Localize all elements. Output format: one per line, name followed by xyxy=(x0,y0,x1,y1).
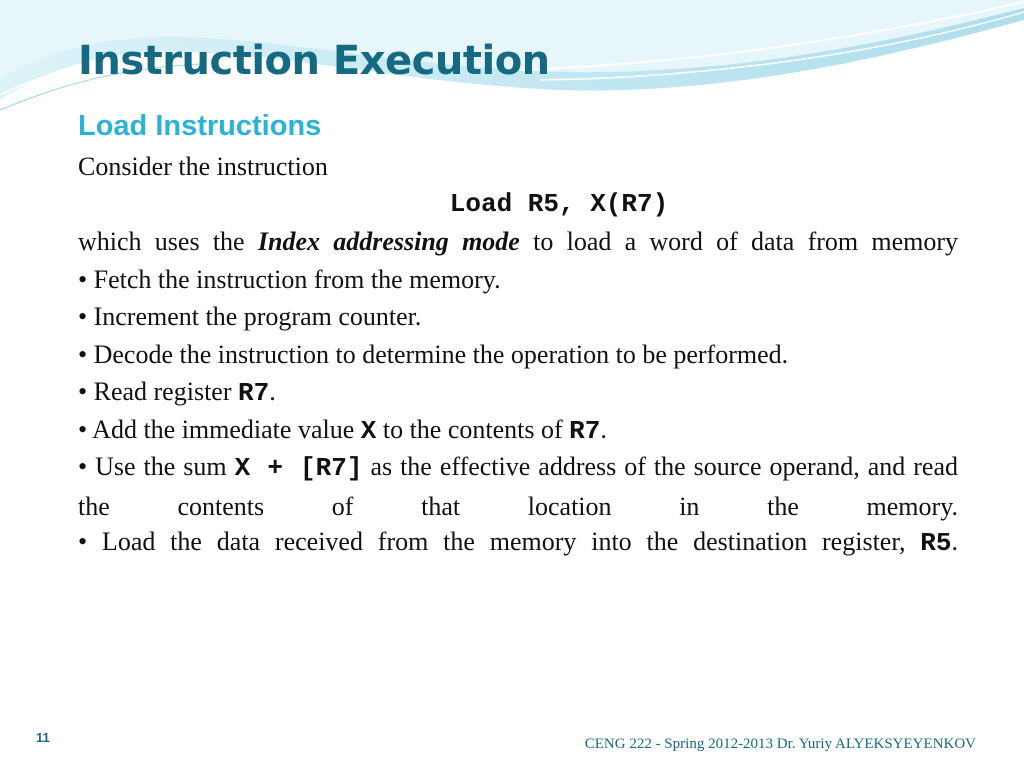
footer-text: CENG 222 - Spring 2012-2013 Dr. Yuriy ALYEKSYEYENKOV xyxy=(584,736,976,752)
addressing-mode-term: Index addressing mode xyxy=(257,227,520,256)
operand-code: X + [R7] xyxy=(234,453,363,483)
bullet-increment: • Increment the program counter. xyxy=(78,302,422,331)
register-code: R7 xyxy=(238,378,270,408)
slide-subtitle: Load Instructions xyxy=(78,110,322,142)
instruction-code: Load R5, X(R7) xyxy=(449,188,669,219)
slide-body xyxy=(78,148,958,598)
slide-title: Instruction Execution xyxy=(78,38,550,84)
bullet-decode: • Decode the instruction to determine the operation to be performed. xyxy=(78,339,789,369)
register-code: R7 xyxy=(569,415,601,446)
immediate-code: X xyxy=(360,415,377,446)
bullet-read-register: • Read register R7. xyxy=(78,377,276,408)
register-code: R5 xyxy=(920,528,952,558)
para-text-2: to load a word of data from memory xyxy=(533,227,958,256)
bullet-use-sum: • Use the sum X + [R7] as the effective address of the source operand, and read the contents of that location in the memory. xyxy=(78,452,958,521)
bullet-load-data: • Load the data received from the memory into the destination register, R5. xyxy=(78,527,958,558)
bullet-add: • Add the immediate value X to the contents of R7. xyxy=(78,414,607,446)
slide-number: 11 xyxy=(36,730,50,745)
bullet-fetch: • Fetch the instruction from the memory. xyxy=(78,264,501,294)
para-text-1: which uses the xyxy=(78,227,245,256)
description-paragraph xyxy=(78,223,958,261)
intro-text: Consider the instruction xyxy=(78,152,328,181)
